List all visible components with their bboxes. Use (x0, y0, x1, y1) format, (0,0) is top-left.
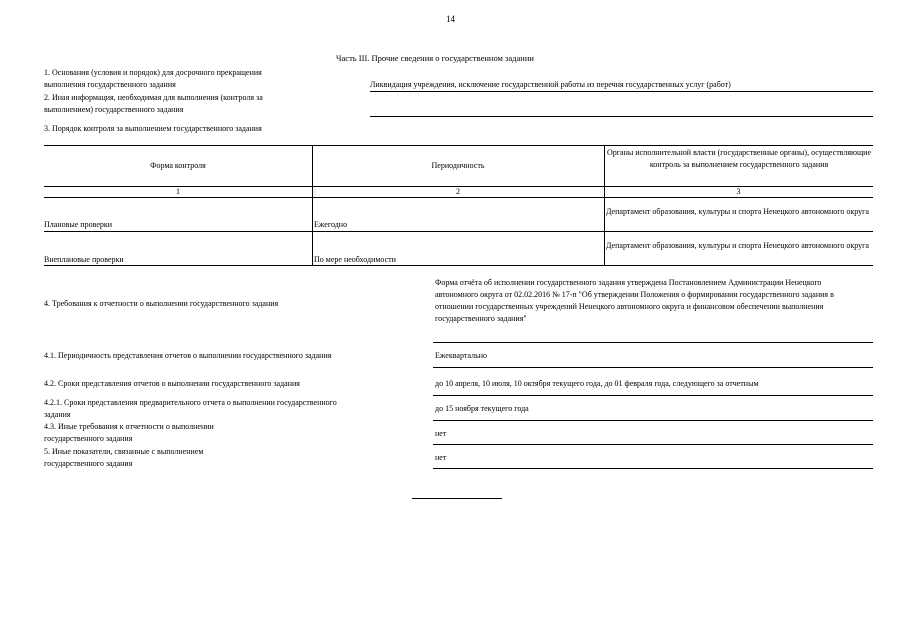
item2-label-line2: выполнением) государственного задания (44, 105, 184, 114)
header-control-form: Форма контроля (150, 161, 206, 170)
part-title: Часть III. Прочие сведения о государственном задании (336, 53, 534, 63)
item5-label-line1: 5. Иные показатели, связанные с выполнением (44, 447, 204, 456)
item1-value: Ликвидация учреждения, исключение государственной работы из перечня государственных услуг (работ) (370, 80, 731, 89)
item2-label-line1: 2. Иная информация, необходимая для выполнения (контроля за (44, 93, 263, 102)
table-row2-border (44, 265, 873, 266)
item4-label: 4. Требования к отчетности о выполнении государственного задания (44, 299, 279, 308)
item4-2-1-label-line1: 4.2.1. Сроки представления предварительного отчета о выполнении государственного (44, 398, 337, 407)
column-number-1: 1 (176, 187, 180, 196)
item5-label-line2: государственного задания (44, 459, 133, 468)
column-number-3: 3 (736, 187, 741, 196)
item1-label-line2: выполнения государственного задания (44, 80, 176, 89)
item4-1-underline (433, 367, 873, 368)
item4-2-label: 4.2. Сроки представления отчетов о выполнении государственного задания (44, 379, 300, 388)
item5-value: нет (435, 453, 447, 462)
table-row-authority: Департамент образования, культуры и спорта Ненецкого автономного округа (606, 241, 869, 250)
table-row-period: Ежегодно (314, 220, 348, 229)
table-col-divider-2 (604, 145, 605, 265)
item1-label-line1: 1. Основания (условия и порядок) для досрочного прекращения (44, 68, 262, 77)
header-authority: Органы исполнительной власти (государственные органы), осуществляющие контроль за выполнением государственного задания (606, 148, 871, 169)
item3-label: 3. Порядок контроля за выполнением государственного задания (44, 124, 262, 133)
item4-2-1-underline (433, 420, 873, 421)
item4-2-1-label-line2: задания (44, 410, 71, 419)
table-number-border (44, 197, 873, 198)
item4-2-value: до 10 апреля, 10 июля, 10 октября текущего года, до 01 февраля года, следующего за отчетным (435, 379, 759, 388)
item1-underline (370, 91, 873, 92)
item4-underline (433, 342, 873, 343)
item4-3-underline (433, 444, 873, 445)
table-top-border (44, 145, 873, 146)
table-row-form: Плановые проверки (44, 220, 113, 229)
table-row-authority: Департамент образования, культуры и спорта Ненецкого автономного округа (606, 207, 869, 216)
item2-underline (370, 116, 873, 117)
item4-2-1-value: до 15 ноября текущего года (435, 404, 529, 413)
item4-value: Форма отчёта об исполнении государственного задания утверждена Постановлением Администрации Ненецкого автономного округа от 02.02.2016 № 17-п "Об утверждении Положения о формировании государственного задания в отношении государственных учреждений Ненецкого автономного округа и финансовом обеспечении выполнения государственного задания" (435, 278, 834, 323)
item4-3-label-line1: 4.3. Иные требования к отчетности о выполнении (44, 422, 214, 431)
item4-1-value: Ежеквартально (435, 351, 487, 360)
item4-3-value: нет (435, 429, 447, 438)
item4-3-label-line2: государственного задания (44, 434, 133, 443)
header-periodicity: Периодичность (431, 161, 485, 170)
item4-1-label: 4.1. Периодичность представления отчетов о выполнении государственного задания (44, 351, 332, 360)
table-row-period: По мере необходимости (314, 255, 396, 264)
column-number-2: 2 (456, 187, 460, 196)
table-row1-border (44, 231, 873, 232)
closing-divider (412, 498, 502, 499)
page-number: 14 (446, 14, 455, 24)
item5-underline (433, 468, 873, 469)
item4-2-underline (433, 395, 873, 396)
table-row-form: Внеплановые проверки (44, 255, 124, 264)
